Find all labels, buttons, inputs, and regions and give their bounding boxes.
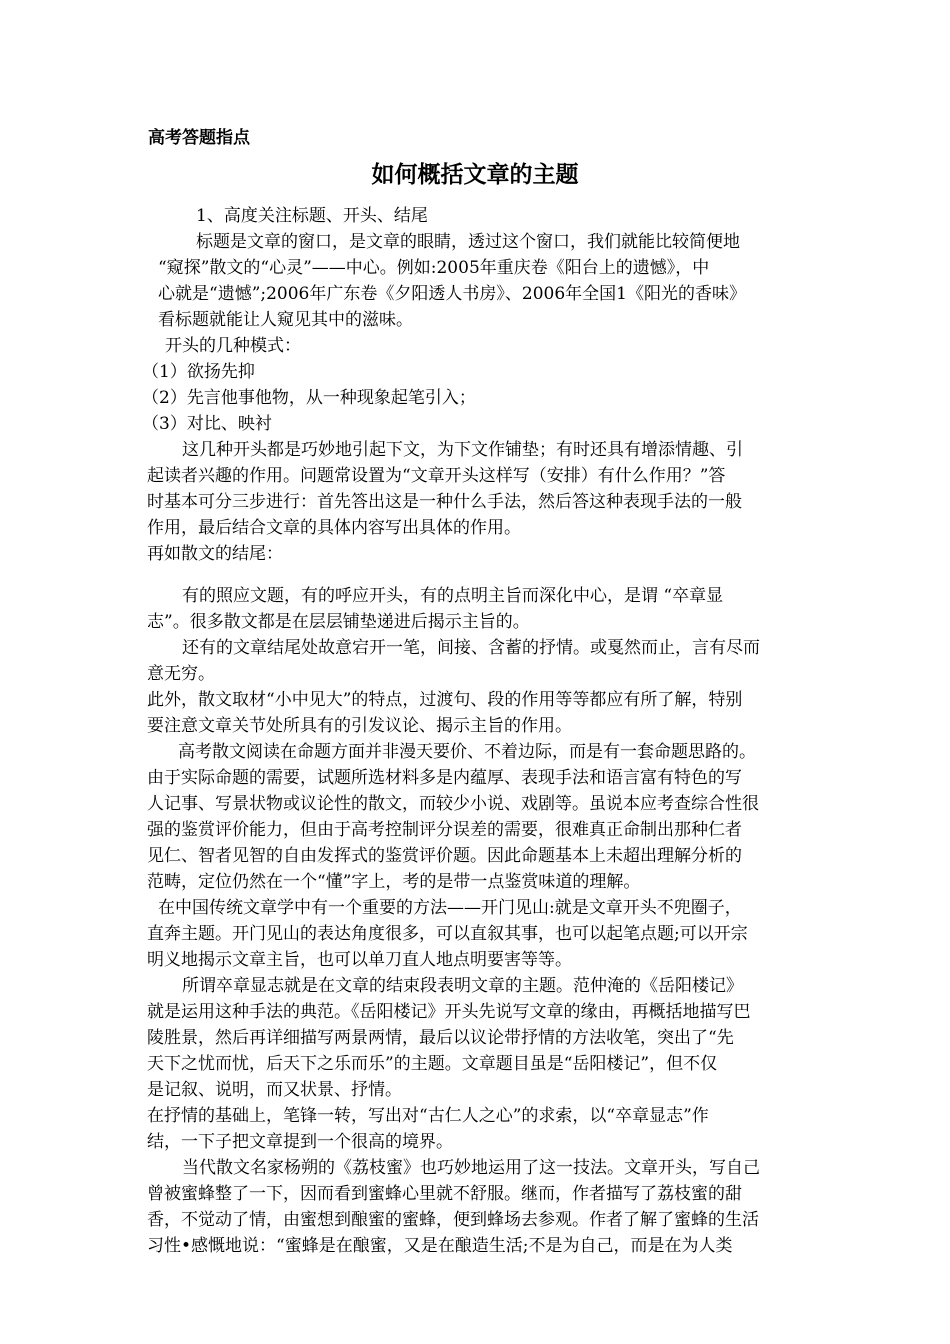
- text-line: 天下之忧而忧，后天下之乐而乐”的主题。文章题目虽是“岳阳楼记”，但不仅: [147, 1054, 718, 1074]
- text-line: 标题是文章的窗口，是文章的眼睛，透过这个窗口，我们就能比较简便地: [196, 232, 740, 252]
- list-item: （3）对比、映衬: [142, 414, 272, 434]
- text-line: 陵胜景，然后再详细描写两景两情，最后以议论带抒情的方法收笔，突出了“先: [147, 1028, 734, 1048]
- text-line: 由于实际命题的需要，试题所选材料多是内蕴厚、表现手法和语言富有特色的写: [147, 768, 742, 788]
- text-line: 当代散文名家杨朔的《荔枝蜜》也巧妙地运用了这一技法。文章开头，写自己: [182, 1158, 760, 1178]
- text-line: 还有的文章结尾处故意宕开一笔，间接、含蓄的抒情。或戛然而止，言有尽而: [182, 638, 760, 658]
- text-line: 范畴，定位仍然在一个“懂”字上，考的是带一点鉴赏味道的理解。: [147, 872, 641, 892]
- text-line: 再如散文的结尾：: [147, 544, 283, 564]
- text-line: 直奔主题。开门见山的表达角度很多，可以直叙其事，也可以起笔点题;可以开宗: [147, 924, 748, 944]
- text-line: 强的鉴赏评价能力，但由于高考控制评分误差的需要，很难真正命制出那种仁者: [147, 820, 742, 840]
- text-line: 见仁、智者见智的自由发挥式的鉴赏评价题。因此命题基本上未超出理解分析的: [147, 846, 742, 866]
- text-line: 意无穷。: [147, 664, 215, 684]
- text-line: 习性•感慨地说：“蜜蜂是在酿蜜，又是在酿造生活;不是为自己，而是在为人类: [147, 1236, 733, 1256]
- list-item: （1）欲扬先抑: [142, 362, 255, 382]
- text-line: 时基本可分三步进行：首先答出这是一种什么手法，然后答这种表现手法的一般: [147, 492, 742, 512]
- text-line: 在中国传统文章学中有一个重要的方法——开门见山:就是文章开头不兜圈子，: [158, 898, 742, 918]
- text-line: 曾被蜜蜂整了一下，因而看到蜜蜂心里就不舒服。继而，作者描写了荔枝蜜的甜: [147, 1184, 742, 1204]
- text-line: 就是运用这种手法的典范。《岳阳楼记》开头先说写文章的缘由，再概括地描写巴: [147, 1002, 751, 1022]
- text-line: 作用，最后结合文章的具体内容写出具体的作用。: [147, 518, 521, 538]
- text-line: 明义地揭示文章主旨，也可以单刀直人地点明要害等等。: [147, 950, 572, 970]
- text-line: 在抒情的基础上，笔锋一转，写出对“古仁人之心”的求索，以“卒章显志”作: [147, 1106, 709, 1126]
- text-line: 有的照应文题，有的呼应开头，有的点明主旨而深化中心，是谓 “卒章显: [182, 586, 724, 606]
- text-line: 起读者兴趣的作用。问题常设置为“文章开头这样写（安排）有什么作用？”答: [147, 466, 726, 486]
- text-line: 这几种开头都是巧妙地引起下文，为下文作铺垫；有时还具有增添情趣、引: [182, 440, 743, 460]
- text-line: 高考散文阅读在命题方面并非漫天要价、不着边际，而是有一套命题思路的。: [178, 742, 756, 762]
- text-line: 所谓卒章显志就是在文章的结束段表明文章的主题。范仲淹的《岳阳楼记》: [182, 976, 743, 996]
- text-line: 此外，散文取材“小中见大”的特点，过渡句、段的作用等等都应有所了解，特别: [147, 690, 743, 710]
- text-line: 香，不觉动了情，由蜜想到酿蜜的蜜蜂，便到蜂场去参观。作者了解了蜜蜂的生活: [147, 1210, 759, 1230]
- doc-header: 高考答题指点: [148, 128, 250, 148]
- doc-title: 如何概括文章的主题: [371, 162, 579, 188]
- text-line: 结，一下子把文章提到一个很高的境界。: [147, 1132, 453, 1152]
- text-line: 要注意文章关节处所具有的引发议论、揭示主旨的作用。: [147, 716, 572, 736]
- text-line: 是记叙、说明，而又状景、抒情。: [147, 1080, 402, 1100]
- text-line: 开头的几种模式：: [165, 336, 301, 356]
- section-heading: 1、高度关注标题、开头、结尾: [196, 206, 428, 226]
- text-line: 志”。很多散文都是在层层铺垫递进后揭示主旨的。: [147, 612, 530, 632]
- text-line: “窥探”散文的“心灵”——中心。例如:2005年重庆卷《阳台上的遗憾》，中: [158, 258, 710, 278]
- text-line: 看标题就能让人窥见其中的滋味。: [158, 310, 413, 330]
- list-item: （2）先言他事他物，从一种现象起笔引入；: [142, 388, 476, 408]
- text-line: 心就是“遗憾”;2006年广东卷《夕阳透人书房》、2006年全国1《阳光的香味》: [158, 284, 746, 304]
- text-line: 人记事、写景状物或议论性的散文，而较少小说、戏剧等。虽说本应考查综合性很: [147, 794, 759, 814]
